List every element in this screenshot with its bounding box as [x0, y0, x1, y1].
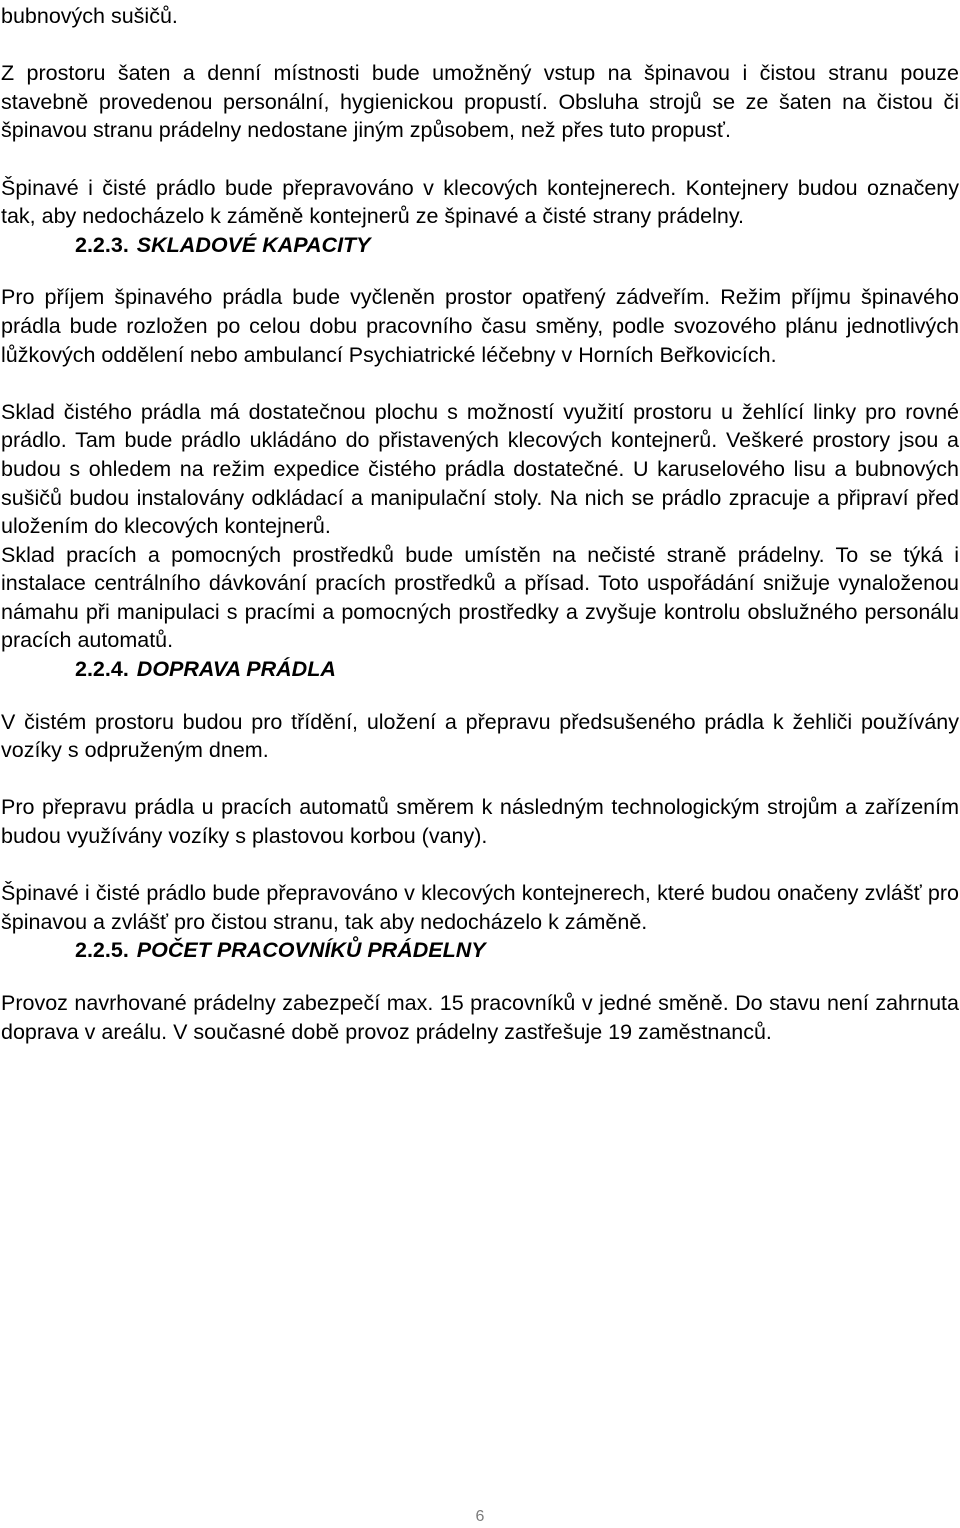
paragraph-clean-carts: V čistém prostoru budou pro třídění, uložení a přepravu předsušeného prádla k žehliči používány vozíky s odpruženým dnem.: [1, 709, 959, 763]
paragraph-staff-count: Provoz navrhované prádelny zabezpečí max. 15 pracovníků v jedné směně. Do stavu není zahrnuta doprava v areálu. V současné době provoz prádelny zastřešuje 19 zaměstnanců.: [1, 991, 959, 1044]
section-title: POČET PRACOVNÍKŮ PRÁDELNY: [136, 938, 486, 963]
paragraph-continuation: bubnových sušičů.: [1, 4, 178, 28]
section-heading-storage: [1, 231, 959, 260]
paragraph-containers: Špinavé i čisté prádlo bude přepravováno v klecových kontejnerech. Kontejnery budou označeny tak, aby nedocházelo k záměně kontejnerů ze špinavé a čisté strany prádelny.: [1, 175, 959, 229]
document-body: [1, 2, 959, 1046]
section-number: 2.2.3.: [75, 232, 129, 257]
paragraph-cage-containers: Špinavé i čisté prádlo bude přepravováno v klecových kontejnerech, které budou onačeny zvlášť pro špinavou a zvlášť pro čistou stranu, tak aby nedocházelo k záměně.: [1, 881, 959, 934]
paragraph-detergent-storage: Sklad pracích a pomocných prostředků bude umístěn na nečisté straně prádelny. To se týká i instalace centrálního dávkování pracích prostředků a přísad. Toto uspořádání snižuje vynaloženou námahu při manipulaci s pracími a pomocných prostředky a zvyšuje kontrolu obslužného personálu pracích automatů.: [1, 542, 959, 653]
page-number: 6: [475, 1508, 485, 1525]
section-heading-transport: [1, 655, 959, 684]
paragraph-hygiene-lock: Z prostoru šaten a denní místnosti bude umožněný vstup na špinavou i čistou stranu pouze stavebně provedenou personální, hygienickou propustí. Obsluha strojů se ze šaten na čistou či špinavou stranu prádelny nedostane jiným způsobem, než přes tuto propusť.: [1, 61, 959, 143]
paragraph-dirty-intake: Pro příjem špinavého prádla bude vyčleněn prostor opatřený zádveřím. Režim příjmu špinavého prádla bude rozložen po celou dobu pracovního času směny, podle svozového plánu jednotlivých lůžkových oddělení nebo ambulancí Psychiatrické léčebny v Horních Beřkovicích.: [1, 285, 959, 367]
section-title: SKLADOVÉ KAPACITY: [136, 232, 371, 257]
section-heading-staff: [1, 936, 959, 965]
paragraph-plastic-carts: Pro přepravu prádla u pracích automatů směrem k následným technologickým strojům a zařízením budou využívány vozíky s plastovou korbou (vany).: [1, 795, 959, 849]
section-number: 2.2.4.: [75, 657, 129, 682]
section-number: 2.2.5.: [75, 938, 129, 963]
section-title: DOPRAVA PRÁDLA: [136, 657, 336, 682]
paragraph-clean-storage: Sklad čistého prádla má dostatečnou plochu s možností využití prostoru u žehlící linky pro rovné prádlo. Tam bude prádlo ukládáno do přistavených klecových kontejnerů. Veškeré prostory jsou a budou s ohledem na režim expedice čistého prádla dostatečné. U karuselového lisu a bubnových sušičů budou instalovány odkládací a manipulační stoly. Na nich se prádlo zpracuje a připraví před uložením do klecových kontejnerů.: [1, 399, 959, 539]
